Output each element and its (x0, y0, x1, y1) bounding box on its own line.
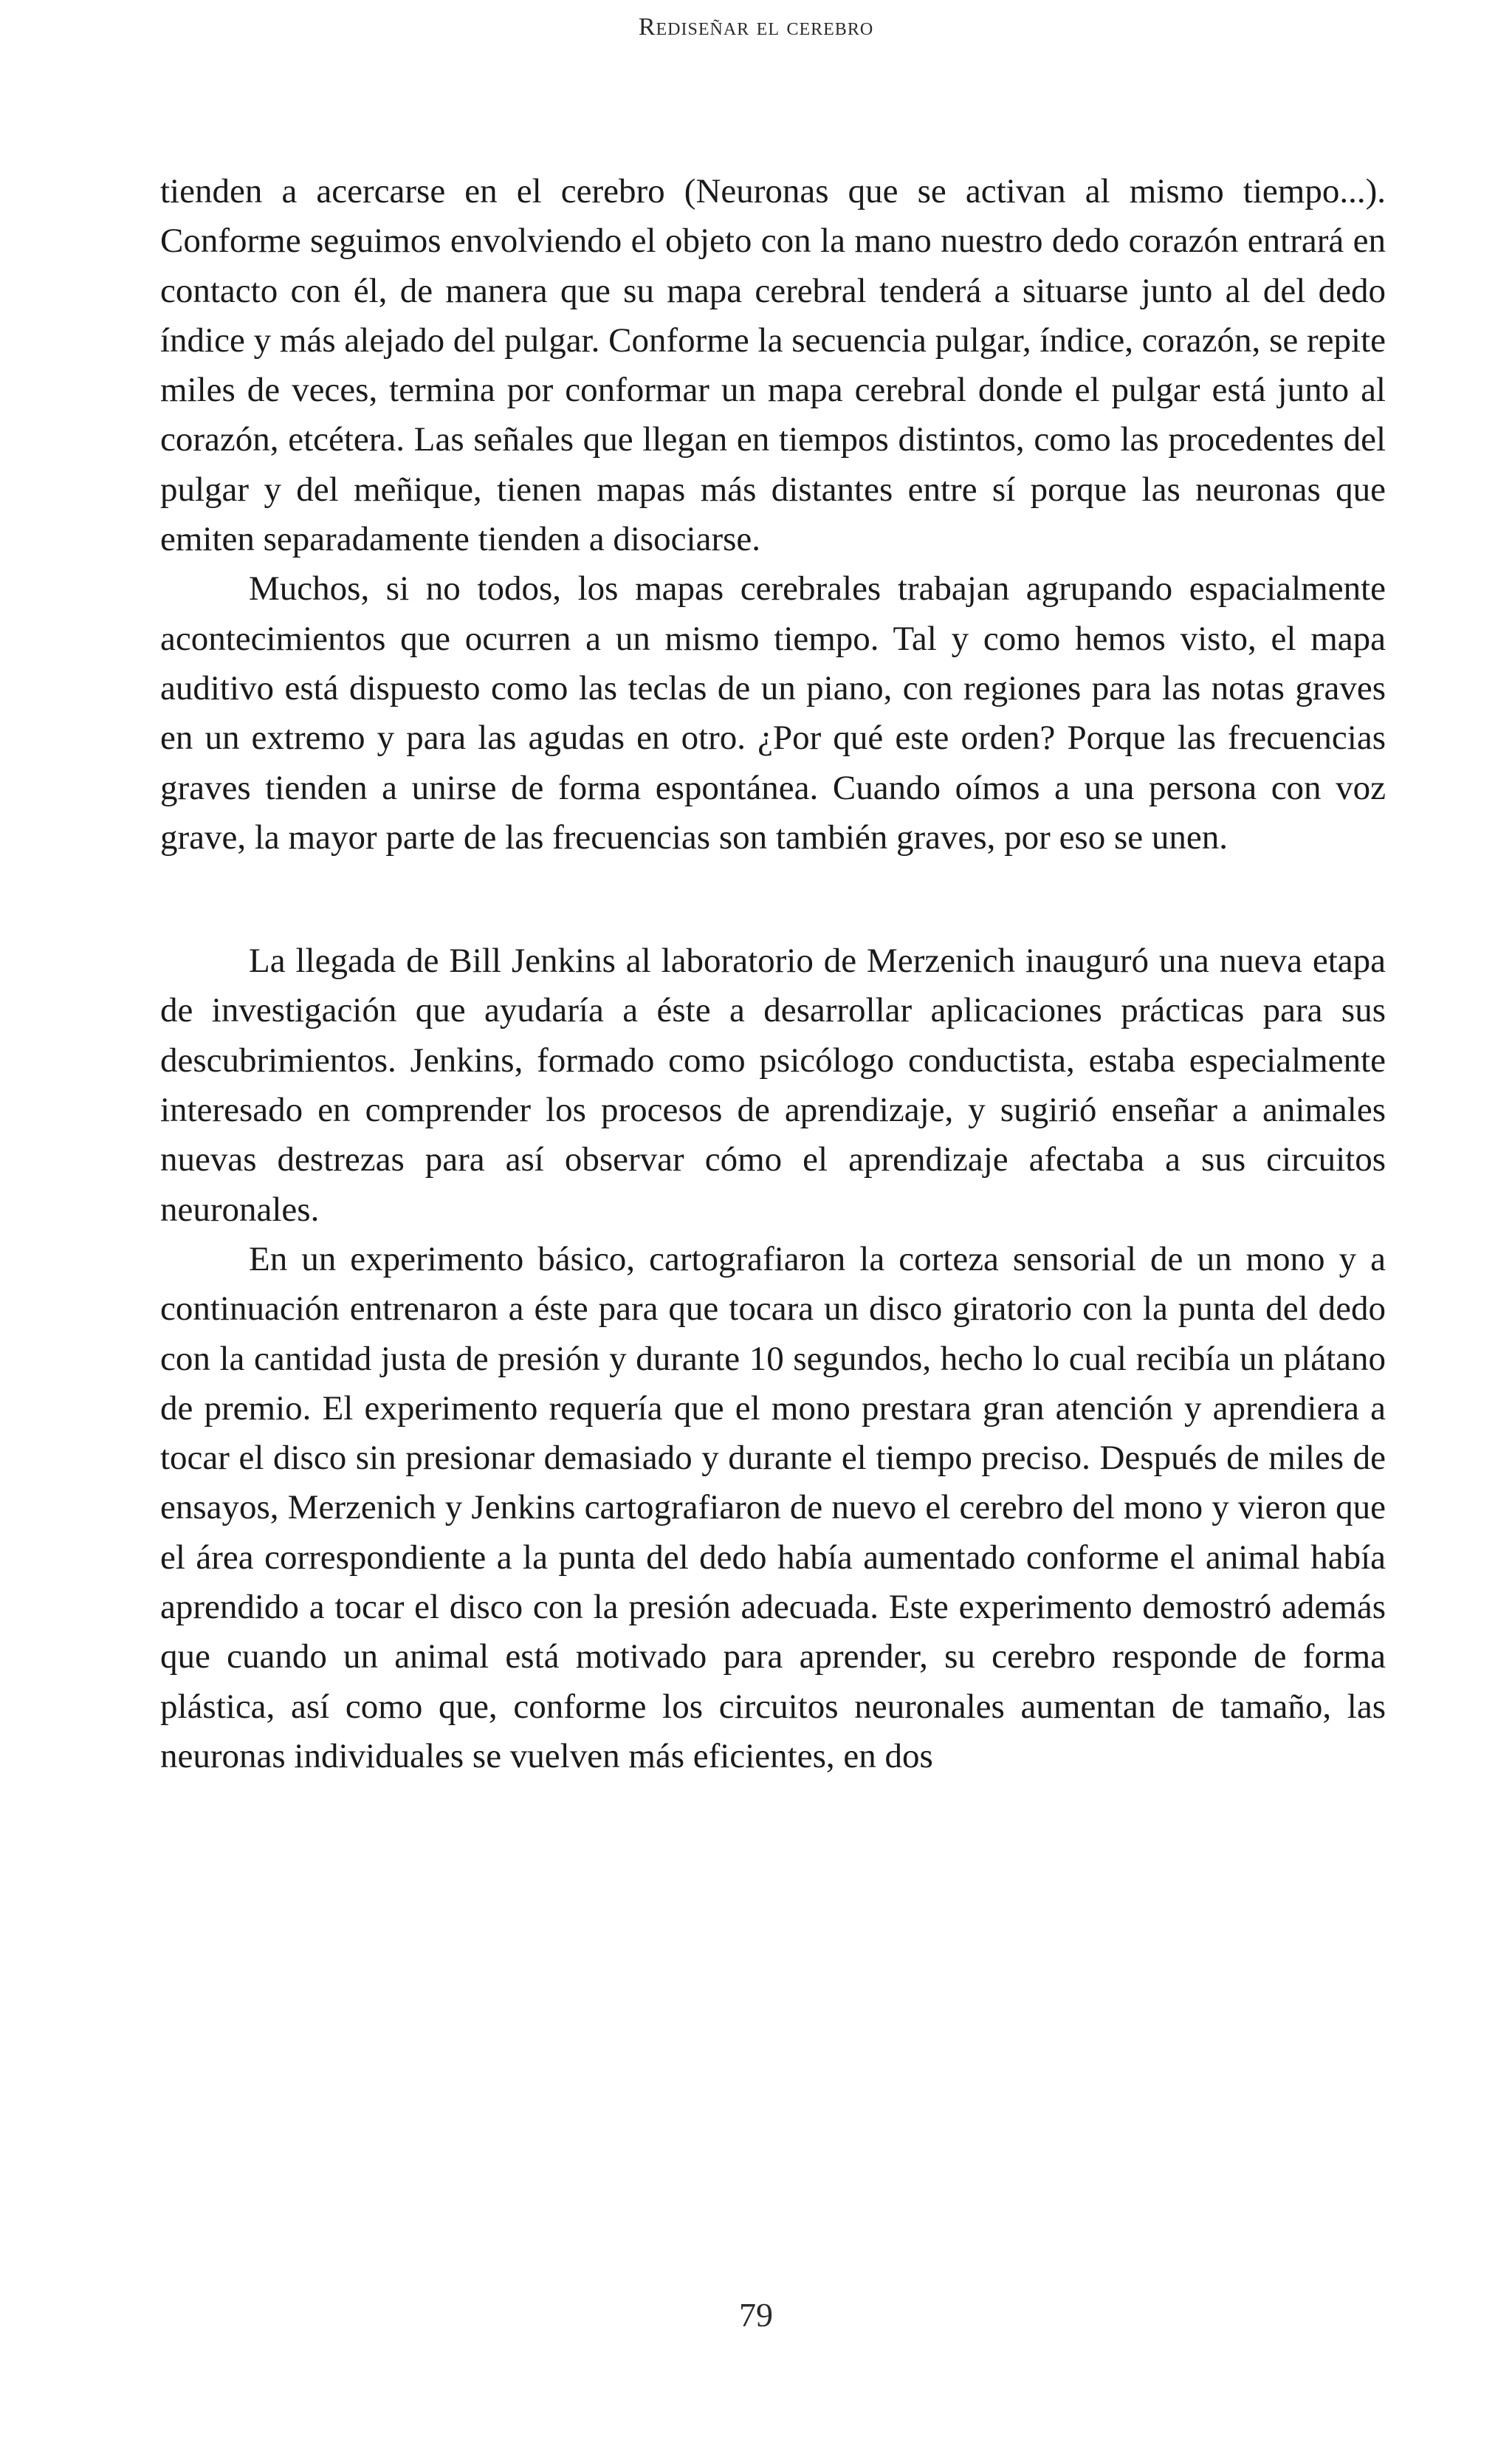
running-header: Rediseñar el cerebro (638, 13, 874, 41)
body-paragraph-4: En un experimento básico, cartografiaron la corteza sensorial de un mono y a continuación entrenaron a éste para que tocara un disco giratorio con la punta del dedo con la cantidad justa de presión y durante 10 segundos, hecho lo cual recibía un plátano de premio. El experimento requería que el mono prestara gran atención y aprendiera a tocar el disco sin presionar demasiado y durante el tiempo preciso. Después de miles de ensayos, Merzenich y Jenkins cartografiaron de nuevo el cerebro del mono y vieron que el área correspondiente a la punta del dedo había aumentado conforme el animal había aprendido a tocar el disco con la presión adecuada. Este experimento demostró además que cuando un animal está motivado para aprender, su cerebro responde de forma plástica, así como que, conforme los circuitos neuronales aumentan de tamaño, las neuronas individuales se vuelven más eficientes, en dos (160, 1239, 1386, 1775)
page-number: 79 (739, 2296, 773, 2334)
body-paragraph-2: Muchos, si no todos, los mapas cerebrales trabajan agrupando espacialmente acontecimientos que ocurren a un mismo tiempo. Tal y como hemos visto, el mapa auditivo está dispuesto como las teclas de un piano, con regiones para las notas graves en un extremo y para las agudas en otro. ¿Por qué este orden? Porque las frecuencias graves tienden a unirse de forma espontánea. Cuando oímos a una persona con voz grave, la mayor parte de las frecuencias son también graves, por eso se unen. (160, 569, 1386, 857)
section-break (160, 863, 1386, 936)
body-paragraph-1: tienden a acercarse en el cerebro (Neuronas que se activan al mismo tiempo...). Conforme seguimos envolviendo el objeto con la mano nuestro dedo corazón entrará en contacto con él, de manera que su mapa cerebral tenderá a situarse junto al del dedo índice y más alejado del pulgar. Conforme la secuencia pulgar, índice, corazón, se repite miles de veces, termina por conformar un mapa cerebral donde el pulgar está junto al corazón, etcétera. Las señales que llegan en tiempos distintos, como las procedentes del pulgar y del meñique, tienen mapas más distantes entre sí porque las neuronas que emiten separadamente tienden a disociarse. (160, 172, 1386, 559)
page-body (160, 167, 1386, 1781)
body-paragraph-3: La llegada de Bill Jenkins al laboratorio de Merzenich inauguró una nueva etapa de investigación que ayudaría a éste a desarrollar aplicaciones prácticas para sus descubrimientos. Jenkins, formado como psicólogo conductista, estaba especialmente interesado en comprender los procesos de aprendizaje, y sugirió enseñar a animales nuevas destrezas para así observar cómo el aprendizaje afectaba a sus circuitos neuronales. (160, 942, 1386, 1229)
